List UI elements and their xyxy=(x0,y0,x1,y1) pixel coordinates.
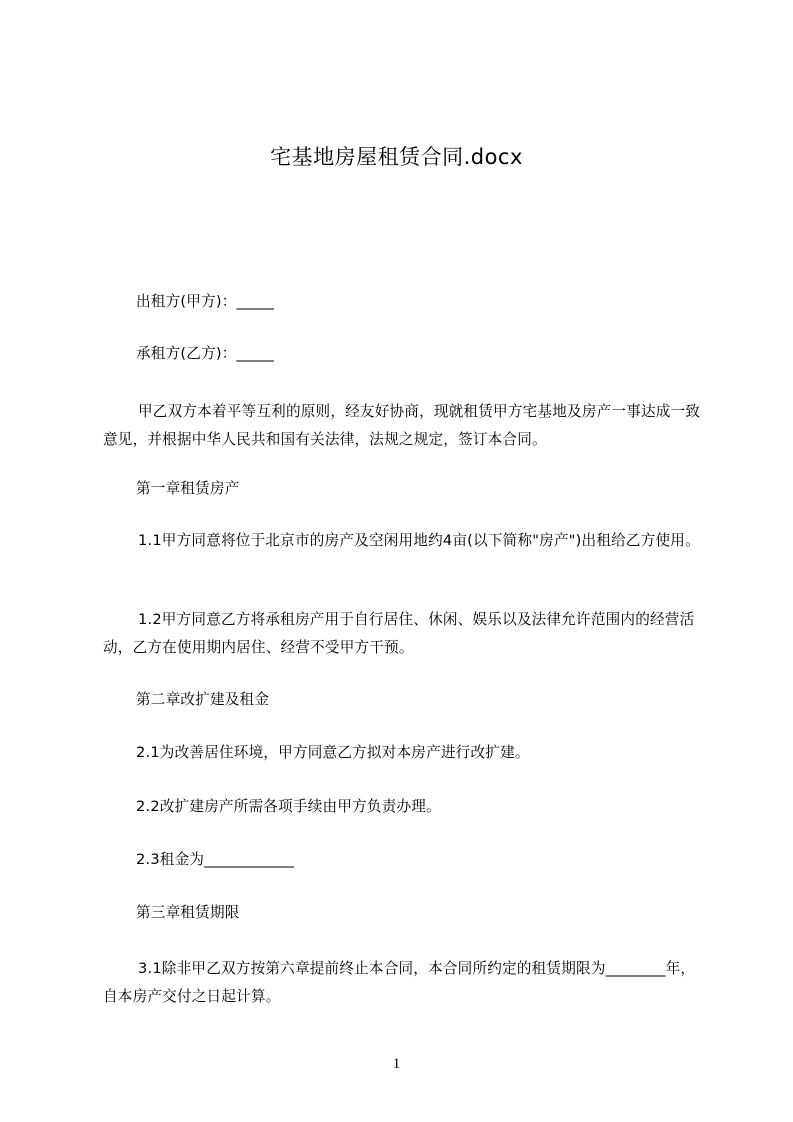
page-number: 1 xyxy=(392,1056,401,1072)
lessee-line: 承租方(乙方)：_____ xyxy=(136,345,275,362)
clause-1-2: 1.2甲方同意乙方将承租房产用于自行居住、休闲、娱乐以及法律允许范围内的经营活动，乙方在使用期内居住、经营不受甲方干预。 xyxy=(103,611,695,656)
intro-paragraph: 甲乙双方本着平等互利的原则，经友好协商，现就租赁甲方宅基地及房产一事达成一致意见，并根据中华人民共和国有关法律，法规之规定，签订本合同。 xyxy=(103,403,701,448)
document-title: 宅基地房屋租赁合同.docx xyxy=(270,145,523,169)
chapter-3-heading: 第三章租赁期限 xyxy=(136,904,240,921)
clause-2-3: 2.3租金为____________ xyxy=(136,851,295,868)
chapter-2-heading: 第二章改扩建及租金 xyxy=(136,691,270,708)
clause-1-1: 1.1甲方同意将位于北京市的房产及空闲用地约4亩(以下简称"房产")出租给乙方使用。 xyxy=(138,532,700,549)
clause-2-1: 2.1为改善居住环境，甲方同意乙方拟对本房产进行改扩建。 xyxy=(136,744,530,761)
clause-3-1: 3.1除非甲乙双方按第六章提前终止本合同，本合同所约定的租赁期限为________年，自本房产交付之日起计算。 xyxy=(103,960,696,1005)
chapter-1-heading: 第一章租赁房产 xyxy=(136,480,240,497)
clause-2-2: 2.2改扩建房产所需各项手续由甲方负责办理。 xyxy=(136,798,441,815)
lessor-line: 出租方(甲方)：_____ xyxy=(136,293,275,310)
